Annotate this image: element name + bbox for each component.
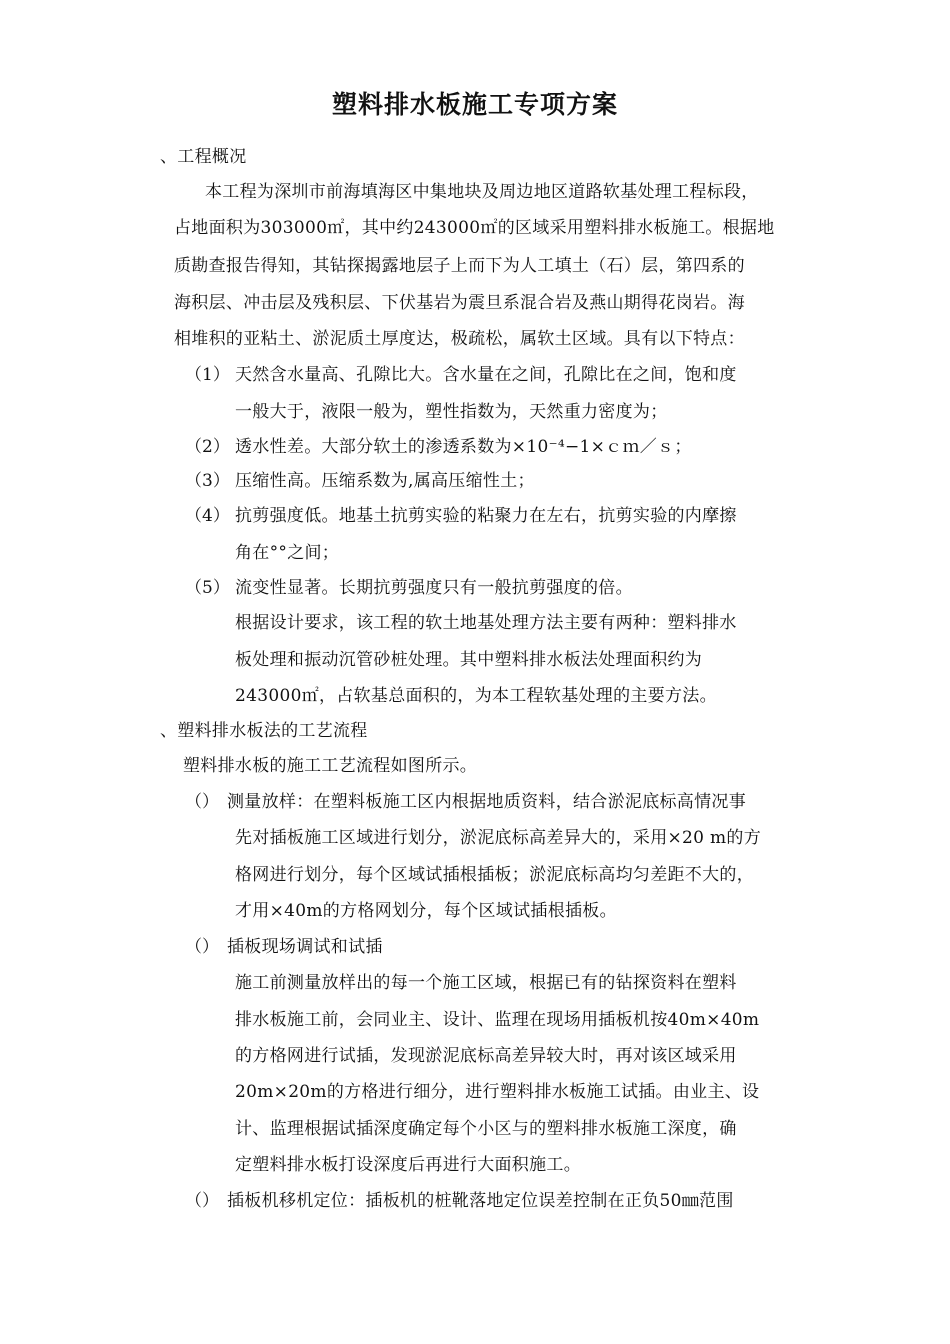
list-number: （4） (185, 506, 230, 526)
paragraph-line: 计、监理根据试插深度确定每个小区与的塑料排水板施工深度，确 (235, 1119, 737, 1139)
list-item-line: 透水性差。大部分软土的渗透系数为×10⁻⁴−1×ｃｍ／ｓ； (235, 437, 692, 457)
paragraph-line: 的方格网进行试插，发现淤泥底标高差异较大时，再对该区域采用 (235, 1046, 737, 1066)
paragraph-line: 定塑料排水板打设深度后再进行大面积施工。 (235, 1155, 581, 1175)
list-item-line: 测量放样：在塑料板施工区内根据地质资料，结合淤泥底标高情况事 (227, 792, 746, 812)
paragraph-line: 排水板施工前，会同业主、设计、监理在现场用插板机按40m×40m (235, 1010, 760, 1030)
paragraph-line: 根据设计要求，该工程的软土地基处理方法主要有两种：塑料排水 (235, 613, 737, 633)
paragraph-line: 板处理和振动沉管砂桩处理。其中塑料排水板法处理面积约为 (235, 650, 703, 670)
paragraph-line: 质勘查报告得知，其钻探揭露地层子上而下为人工填土（石）层，第四系的 (174, 256, 745, 276)
paragraph-line: 海积层、冲击层及残积层、下伏基岩为震旦系混合岩及燕山期得花岗岩。海 (174, 293, 745, 313)
list-item-line: 角在°°之间； (235, 543, 340, 563)
list-item-line: 一般大于，液限一般为，塑性指数为，天然重力密度为； (235, 402, 668, 422)
paragraph-line: 20m×20m的方格进行细分，进行塑料排水板施工试插。由业主、设 (235, 1082, 760, 1102)
paragraph-line: 相堆积的亚粘土、淤泥质土厚度达，极疏松，属软土区域。具有以下特点： (174, 329, 745, 349)
paragraph-line: 施工前测量放样出的每一个施工区域，根据已有的钻探资料在塑料 (235, 973, 737, 993)
list-number: （5） (185, 578, 230, 598)
paragraph-line: 本工程为深圳市前海填海区中集地块及周边地区道路软基处理工程标段， (205, 182, 759, 202)
section-heading-process: 、塑料排水板法的工艺流程 (160, 721, 368, 741)
list-number: （） (185, 937, 219, 957)
paragraph-line: 243000㎡，占软基总面积的，为本工程软基处理的主要方法。 (235, 686, 717, 706)
document-title: 塑料排水板施工专项方案 (331, 90, 618, 119)
list-item-line: 流变性显著。长期抗剪强度只有一般抗剪强度的倍。 (235, 578, 633, 598)
list-item-line: 先对插板施工区域进行划分，淤泥底标高差异大的，采用×20 m的方 (235, 828, 761, 848)
list-item-line: 才用×40m的方格网划分，每个区域试插根插板。 (235, 901, 617, 921)
list-item-line: 抗剪强度低。地基土抗剪实验的粘聚力在左右，抗剪实验的内摩擦 (235, 506, 737, 526)
list-item-line: 插板机移机定位：插板机的桩靴落地定位误差控制在正负50㎜范围 (227, 1191, 734, 1211)
section-heading-overview: 、工程概况 (160, 147, 247, 167)
list-number: （1） (185, 365, 230, 385)
list-item-line: 压缩性高。压缩系数为,属高压缩性土； (235, 471, 535, 491)
paragraph-line: 占地面积为303000㎡，其中约243000㎡的区域采用塑料排水板施工。根据地 (174, 218, 775, 238)
list-item-line: 插板现场调试和试插 (227, 937, 383, 957)
paragraph-line: 塑料排水板的施工工艺流程如图所示。 (183, 756, 478, 776)
list-number: （2） (185, 437, 230, 457)
list-item-line: 天然含水量高、孔隙比大。含水量在之间，孔隙比在之间，饱和度 (235, 365, 737, 385)
list-number: （） (185, 792, 219, 812)
list-number: （3） (185, 471, 230, 491)
list-item-line: 格网进行划分，每个区域试插根插板；淤泥底标高均匀差距不大的， (235, 865, 754, 885)
list-number: （） (185, 1191, 219, 1211)
